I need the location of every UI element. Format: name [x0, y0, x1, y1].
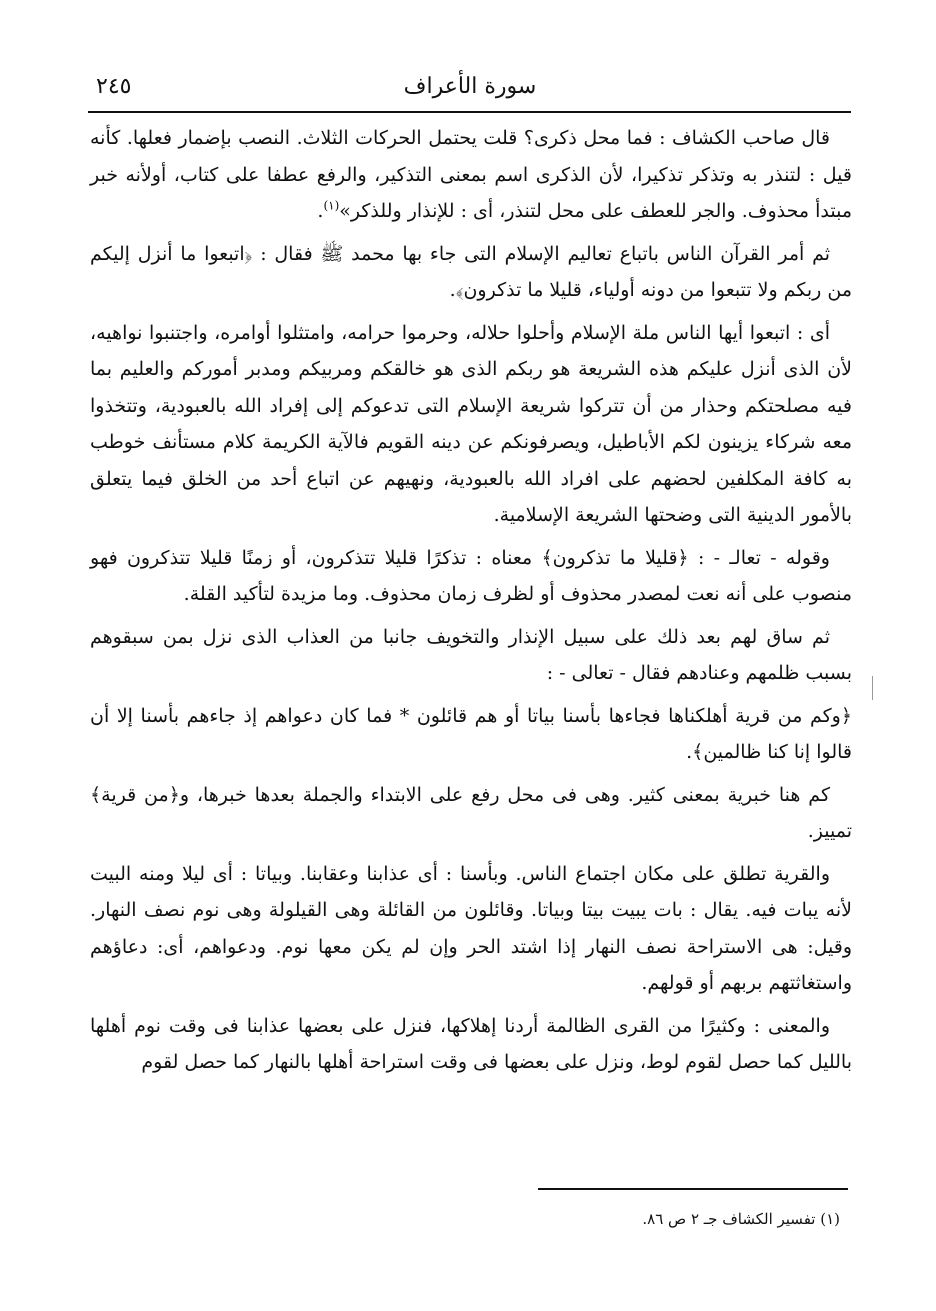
surah-title: سورة الأعراف — [403, 74, 537, 99]
paragraph-text: قال صاحب الكشاف : فما محل ذكرى؟ قلت يحتمل الحركات الثلاث. النصب بإضمار فعلها. كأنه قيل : لتنذر به وتذكر تذكيرا، لأن الذكرى اسم بمعنى التذكير، والرفع عطفا على كتاب، أولأنه خبر مبتدأ محذوف. والجر للعطف على محل لتنذر، أى : للإنذار وللذكر» — [90, 127, 852, 222]
header-divider — [88, 111, 851, 113]
paragraph: ثم أمر القرآن الناس باتباع تعاليم الإسلام التى جاء بها محمد ﷺ فقال : ﴿اتبعوا ما أنزل إليكم من ربكم ولا تتبعوا من دونه أولياء، قليلا ما تذكرون﴾. — [90, 242, 852, 301]
margin-mark — [872, 676, 873, 700]
footnote-marker: (١) — [323, 198, 340, 213]
paragraph: ثم ساق لهم بعد ذلك على سبيل الإنذار والتخويف جانبا من العذاب الذى نزل بمن سبقوهم بسبب ظلمهم وعنادهم فقال - تعالى - : — [90, 625, 852, 684]
quran-verse: ﴿وكم من قرية أهلكناها فجاءها بأسنا بياتا أو هم قائلون * فما كان دعواهم إذ جاءهم بأسنا إلا أن قالوا إنا كنا ظالمين﴾. — [90, 704, 852, 763]
paragraph: وقوله - تعالـ - : ﴿قليلا ما تذكرون﴾ معناه : تذكرًا قليلا تتذكرون، أو زمنًا قليلا تتذكرون فهو منصوب على أنه نعت لمصدر محذوف أو لظرف زمان محذوف. وما مزيدة لتأكيد القلة. — [90, 546, 852, 605]
footnote-divider — [538, 1188, 848, 1190]
footnote: (١) تفسير الكشاف جـ ٢ ص ٨٦. — [642, 1210, 840, 1228]
paragraph: قال صاحب الكشاف : فما محل ذكرى؟ قلت يحتمل الحركات الثلاث. النصب بإضمار فعلها. كأنه قيل : لتنذر به وتذكر تذكيرا، لأن الذكرى اسم بمعنى التذكير، والرفع عطفا على كتاب، أولأنه خبر مبتدأ محذوف. والجر للعطف على محل لتنذر، أى : للإنذار وللذكر»$^{(١)}$. — [90, 127, 852, 222]
paragraph: والمعنى : وكثيرًا من القرى الظالمة أردنا إهلاكها، فنزل على بعضها عذابنا فى وقت نوم أهلها بالليل كما حصل لقوم لوط، ونزل على بعضها فى وقت استراحة أهلها بالنهار كما حصل لقوم — [90, 1014, 852, 1073]
paragraph: كم هنا خبرية بمعنى كثير. وهى فى محل رفع على الابتداء والجملة بعدها خبرها، و﴿من قرية﴾ تمييز. — [90, 783, 852, 842]
page-header — [90, 70, 850, 106]
page-number: ٢٤٥ — [96, 74, 132, 99]
paragraph: والقرية تطلق على مكان اجتماع الناس. وبأسنا : أى عذابنا وعقابنا. وبياتا : أى ليلا ومنه البيت لأنه يبات فيه. يقال : بات يبيت بيتا وبياتا. وقائلون من القائلة وهى القيلولة وهى نوم نصف النهار. وقيل: هى الاستراحة نصف النهار إذا اشتد الحر وإن لم يكن معها نوم. ودعواهم، أى: دعاؤهم واستغاثتهم بربهم أو قولهم. — [90, 862, 852, 994]
paragraph: أى : اتبعوا أيها الناس ملة الإسلام وأحلوا حلاله، وحرموا حرامه، وامتثلوا أوامره، واجتنبوا نواهيه، لأن الذى أنزل عليكم هذه الشريعة هو ربكم الذى هو خالقكم ومربيكم ومدبر أموركم والعليم بما فيه مصلحتكم وحذار من أن تتركوا شريعة الإسلام التى تدعوكم إلى إفراد الله بالعبودية، وتتخذوا معه شركاء يزينون لكم الأباطيل، ويصرفونكم عن دينه القويم فالآية الكريمة كلام مستأنف خوطب به كافة المكلفين لحضهم على افراد الله بالعبودية، ونهيهم عن اتباع أحد من الخلق فيما يتعلق بالأمور الدينية التى وضحتها الشريعة الإسلامية. — [90, 321, 852, 526]
body-text — [90, 120, 852, 1160]
